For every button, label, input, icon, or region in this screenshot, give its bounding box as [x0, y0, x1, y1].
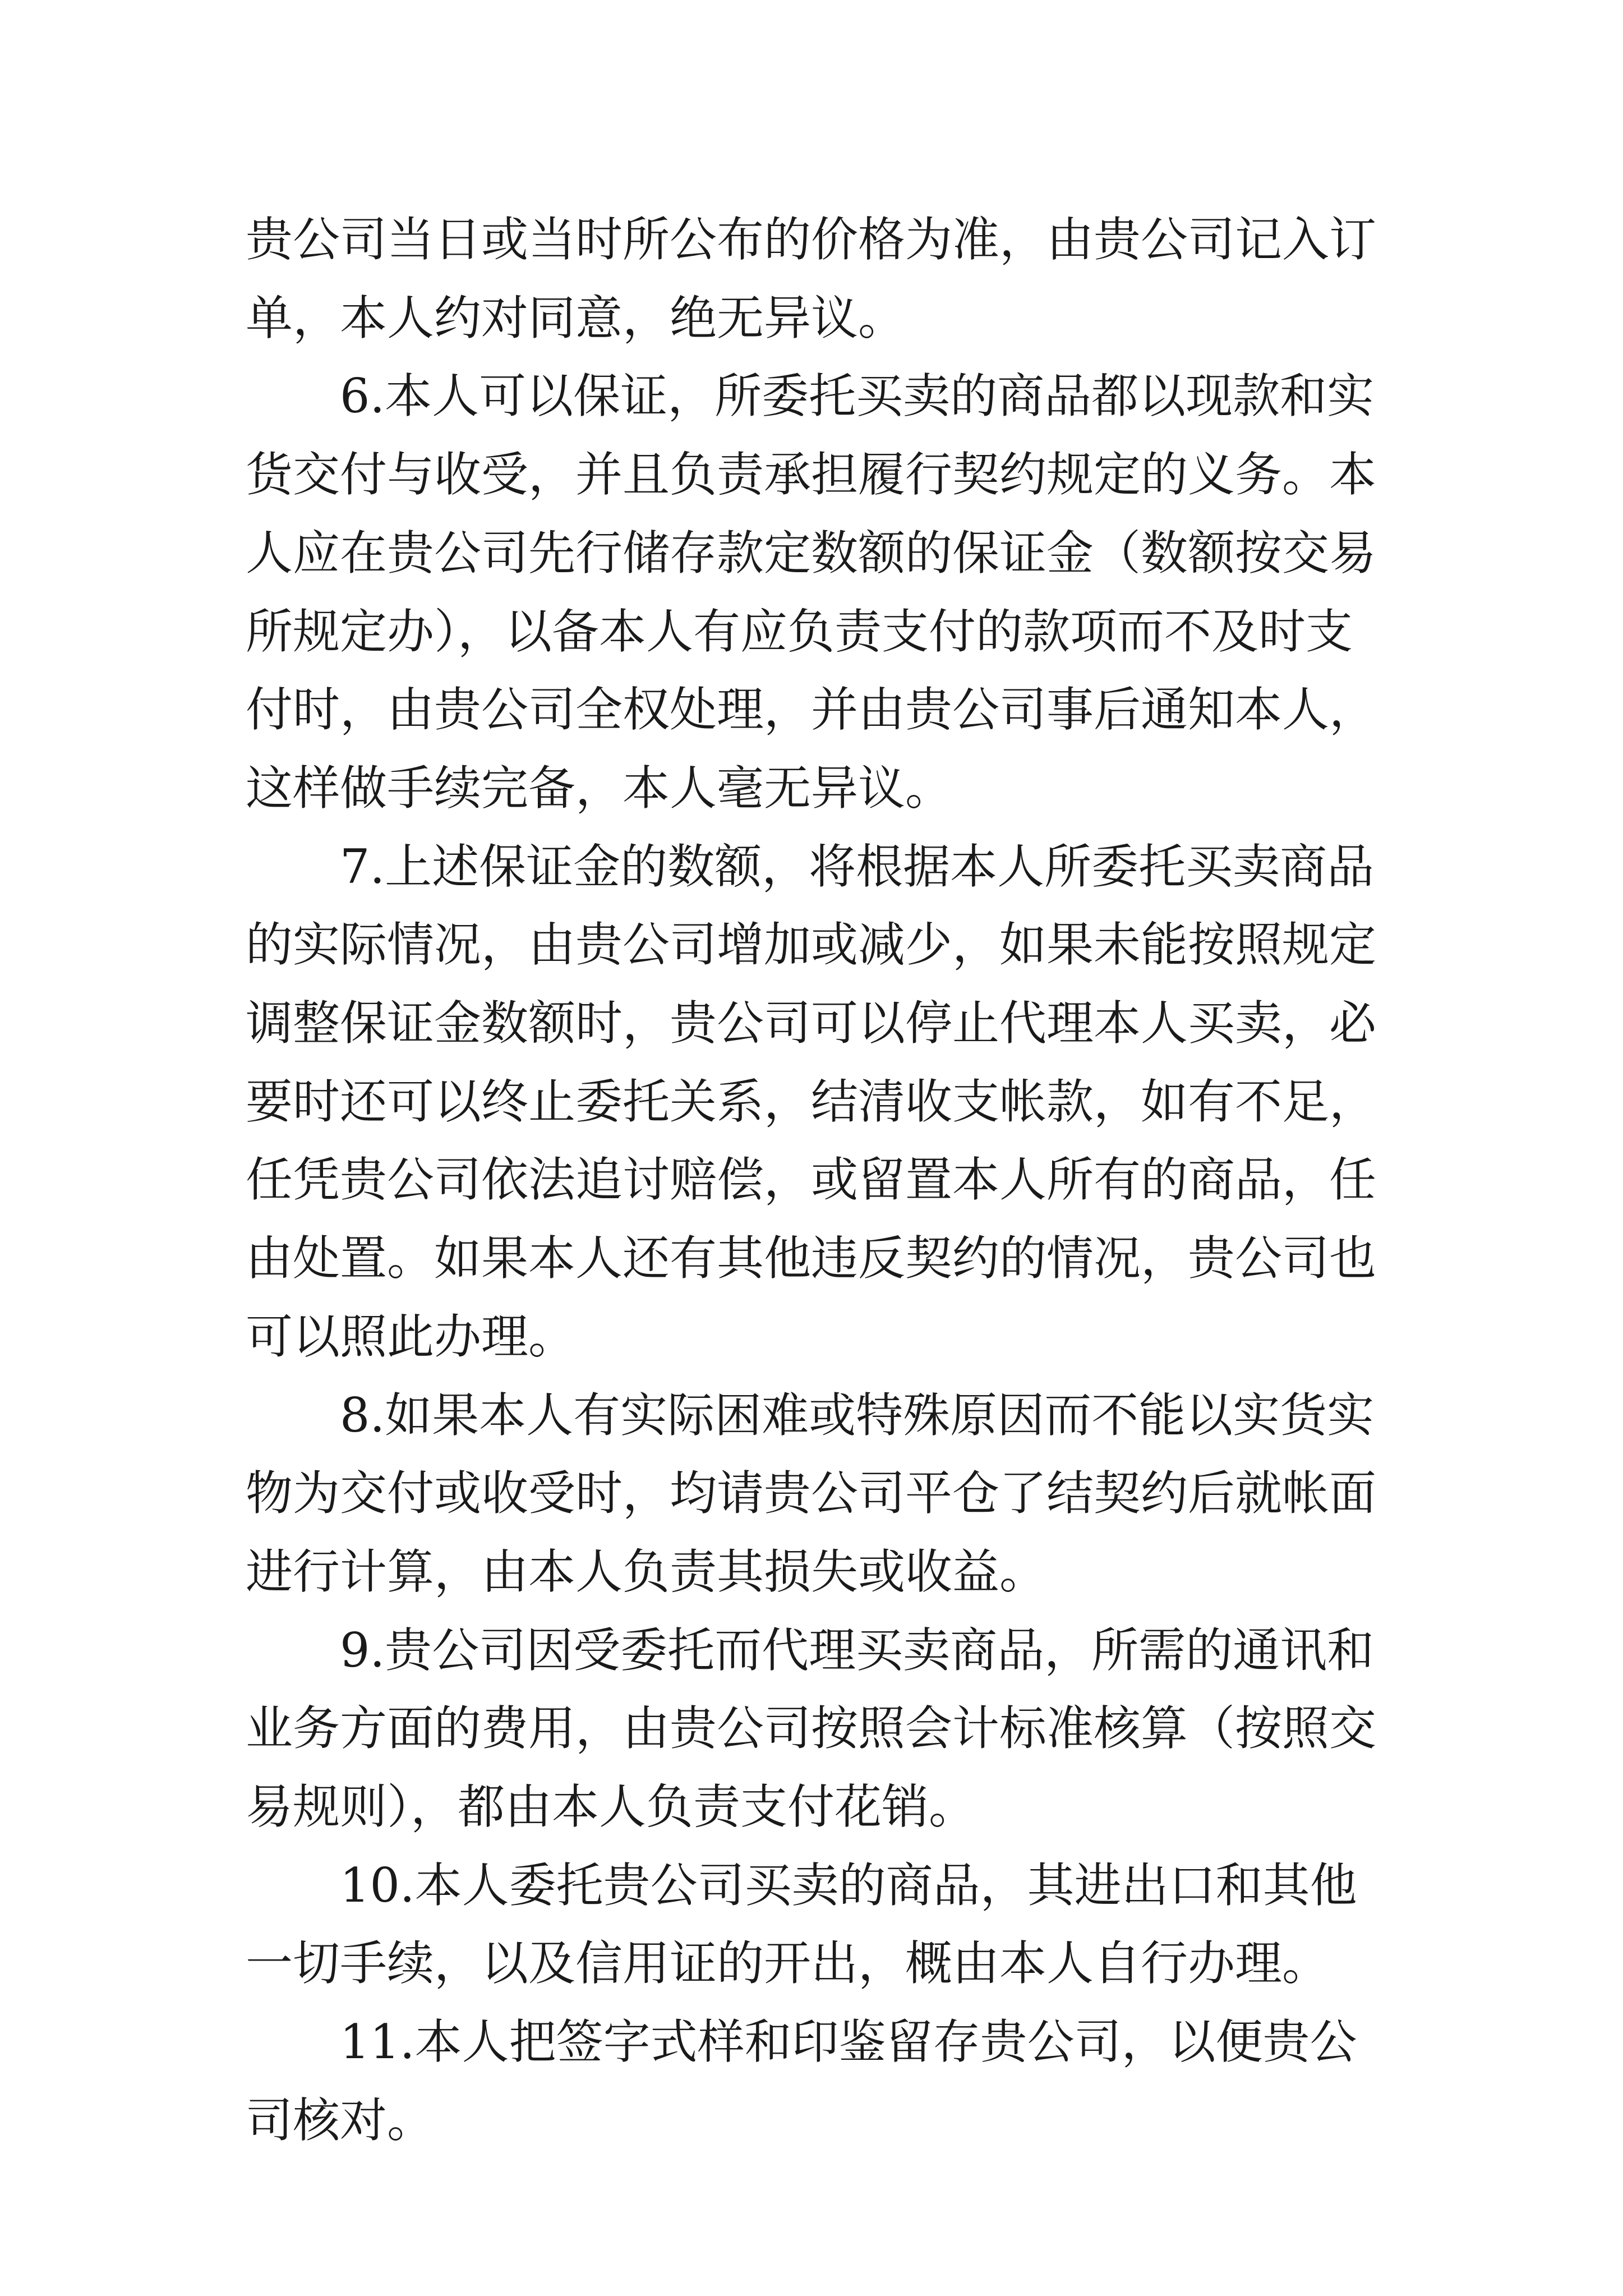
paragraph-clause-10: 10.本人委托贵公司买卖的商品，其进出口和其他一切手续，以及信用证的开出，概由本人自行办理。: [246, 1857, 1357, 1991]
paragraph-continuation: 贵公司当日或当时所公布的价格为准，由贵公司记入订单，本人约对同意，绝无异议。: [246, 212, 1377, 346]
paragraph-clause-7: 7.上述保证金的数额，将根据本人所委托买卖商品的实际情况，由贵公司增加或减少，如果未能按照规定调整保证金数额时，贵公司可以停止代理本人买卖，必要时还可以终止委托关系，结清收支帐款，如有不足，任凭贵公司依法追讨赔偿，或留置本人所有的商品，任由处置。如果本人还有其他违反契约的情况，贵公司也可以照此办理。: [246, 839, 1377, 1364]
paragraph-clause-11: 11.本人把签字式样和印鉴留存贵公司，以便贵公司核对。: [246, 2014, 1357, 2148]
document-body: [246, 201, 1378, 2160]
paragraph-clause-9: 9.贵公司因受委托而代理买卖商品，所需的通讯和业务方面的费用，由贵公司按照会计标准核算（按照交易规则），都由本人负责支付花销。: [246, 1622, 1377, 1835]
paragraph-clause-6: 6.本人可以保证，所委托买卖的商品都以现款和实货交付与收受，并且负责承担履行契约规定的义务。本人应在贵公司先行储存款定数额的保证金（数额按交易所规定办），以备本人有应负责支付的款项而不及时支付时，由贵公司全权处理，并由贵公司事后通知本人，这样做手续完备，本人毫无异议。: [246, 369, 1377, 816]
paragraph-clause-8: 8.如果本人有实际困难或特殊原因而不能以实货实物为交付或收受时，均请贵公司平仓了结契约后就帐面进行计算，由本人负责其损失或收益。: [246, 1387, 1377, 1599]
